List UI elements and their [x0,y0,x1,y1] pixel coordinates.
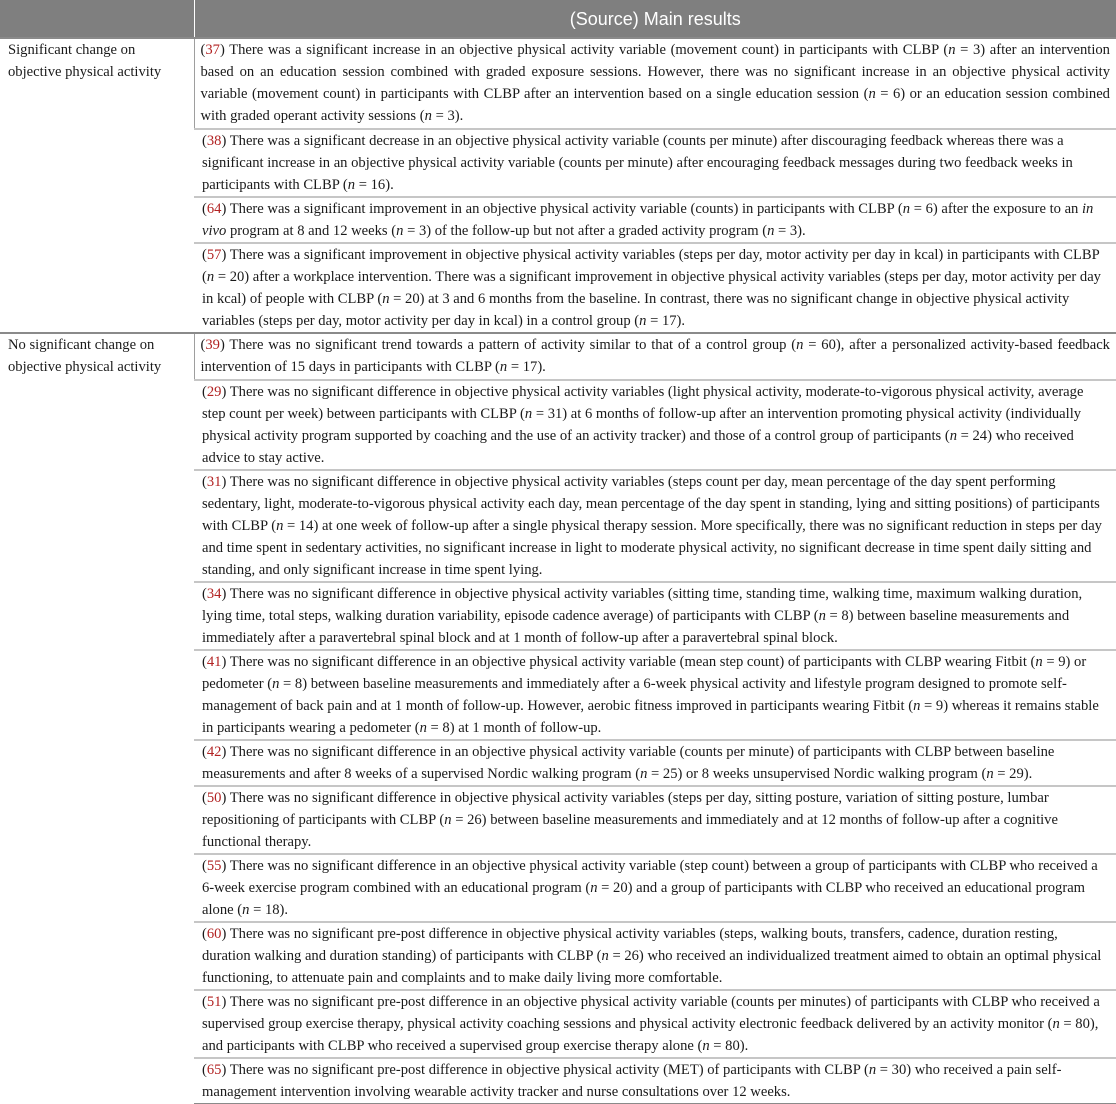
italic-text: n [902,201,911,217]
result-text: = 16). [355,177,394,193]
result-text: There was no significant pre-post difference in an objective physical activity variable (counts per minutes) of participants with CLBP who received a supervised group exercise therapy, physical activity coaching sessions and physical activity electronic feedback delivered by an activity monitor ( [202,994,1100,1032]
result-cell [194,380,1116,470]
category-cell: Significant change on objective physical activity [0,38,194,333]
reference-link[interactable]: 57 [206,247,222,263]
table-row [0,333,1116,380]
reference-open: ( [202,1062,207,1078]
result-cell [194,470,1116,582]
reference-link[interactable]: 29 [206,384,222,400]
result-cell [194,582,1116,650]
reference-link[interactable]: 41 [206,654,222,670]
italic-text: n [948,42,956,58]
result-cell [194,786,1116,854]
reference-open: ( [202,744,207,760]
reference-close: ) [221,247,227,263]
reference-link[interactable]: 50 [206,790,222,806]
result-text: There was no significant difference in objective physical activity variables (light physical activity, moderate-to-vigorous physical activity, average step count per week) between participants with CLBP ( [202,384,1084,422]
reference-close: ) [221,201,227,217]
result-text: There was a significant improvement in objective physical activity variables (steps per day, motor activity per day in kcal) in participants with CLBP ( [202,247,1100,285]
italic-text: n [419,720,427,736]
result-text: = 25) or 8 weeks unsupervised Nordic walking program ( [647,766,987,782]
italic-text: n [868,1062,877,1078]
result-cell [194,922,1116,990]
reference-close: ) [221,790,227,806]
result-text: = 8) between baseline measurements and immediately after a paravertebral spinal block and at 1 month of follow-up after a paravertebral spinal block. [202,608,1070,646]
italic-text: n [524,406,533,422]
italic-text: n [396,223,404,239]
reference-link[interactable]: 65 [206,1062,222,1078]
reference-link[interactable]: 31 [206,474,222,490]
reference-open: ( [202,926,207,942]
result-text: There was a significant increase in an objective physical activity variable (movement count) in participants with CLBP ( [224,42,949,58]
result-cell [194,129,1116,197]
italic-text: n [640,766,648,782]
italic-text: n [949,428,957,444]
italic-text: n [913,698,921,714]
result-text: = 29). [993,766,1033,782]
result-text: There was no significant trend towards a pattern of activity similar to that of a control group ( [224,337,797,353]
result-text: = 60), after a personalized activity-based feedback intervention of 15 days in participants with CLBP ( [200,337,1110,375]
reference-close: ) [221,133,227,149]
result-text: = 24) who received advice to stay active. [202,428,1074,466]
reference-close: ) [221,744,227,760]
italic-text: n [601,948,609,964]
reference-open: ( [202,474,207,490]
table-body [0,38,1116,1104]
result-text: = 3). [431,108,464,124]
reference-link[interactable]: 37 [205,42,220,58]
italic-text: n [242,902,250,918]
italic-text: n [276,518,284,534]
italic-text: n [986,766,994,782]
result-text: = 30) who received a pain self-management intervention involving wearable activity tracker and nurse consultations over 12 weeks. [202,1062,1062,1100]
category-cell: No significant change on objective physical activity [0,333,194,1104]
result-text: There was no significant difference in objective physical activity variables (steps count per day, mean percentage of the day spent performing sedentary, light, moderate-to-vigorous physical activity each day, mean percentage of the day spent in standing, lying and sitting positions) of participants with CLBP ( [202,474,1100,534]
result-text: = 9) whereas it remains stable in participants wearing a pedometer ( [202,698,1099,736]
reference-open: ( [200,42,206,58]
italic-text: n [1052,1016,1060,1032]
result-text: There was a significant improvement in an objective physical activity variable (counts) in participants with CLBP ( [226,201,903,217]
reference-link[interactable]: 55 [206,858,222,874]
result-cell [194,740,1116,786]
result-text: There was no significant difference in an objective physical activity variable (mean step count) of participants with CLBP wearing Fitbit ( [226,654,1036,670]
result-text: There was no significant difference in an objective physical activity variable (counts per minute) of participants with CLBP between baseline measurements and after 8 weeks of a supervised Nordic walking program ( [202,744,1055,782]
result-cell [194,333,1116,380]
italic-text: n [499,359,508,375]
result-text: = 3) of the follow-up but not after a graded activity program ( [403,223,768,239]
result-text: = 17). [646,313,686,329]
reference-close: ) [221,654,227,670]
result-text: There was no significant pre-post difference in objective physical activity (MET) of participants with CLBP ( [226,1062,869,1078]
reference-link[interactable]: 64 [206,201,222,217]
result-cell [194,650,1116,740]
result-text: = 8) at 1 month of follow-up. [426,720,602,736]
result-cell [194,38,1116,129]
header-main-results: (Source) Main results [194,0,1116,38]
reference-link[interactable]: 39 [205,337,220,353]
result-cell [194,1058,1116,1104]
reference-link[interactable]: 42 [206,744,222,760]
result-text: = 6) after the exposure to an [910,201,1082,217]
result-text: = 80), and participants with CLBP who received a supervised group exercise therapy alone ( [202,1016,1099,1054]
italic-text: n [206,269,215,285]
result-text: = 14) at one week of follow-up after a single physical therapy session. More specifically, there was no significant reduction in steps per day and time spent in sedentary activities, no significant increase in light to moderate physical activity, no significant decrease in time spent daily sitting and standing, and only significant increase in time spent lying. [202,518,1102,578]
italic-text: n [272,676,280,692]
reference-close: ) [219,42,225,58]
result-text: = 20) and a group of participants with CLBP who received an educational program alone ( [202,880,1086,918]
reference-open: ( [200,337,206,353]
result-text: There was no significant difference in objective physical activity variables (steps per day, sitting posture, variation of sitting posture, lumbar repositioning of participants with CLBP ( [202,790,1049,828]
reference-open: ( [202,654,207,670]
result-cell [194,197,1116,243]
reference-close: ) [221,858,227,874]
result-text: There was no significant difference in objective physical activity variables (sitting time, standing time, walking time, maximum walking duration, lying time, total steps, walking duration variability, episode cadence average) of participants with CLBP ( [202,586,1083,624]
result-text: = 3) after an intervention based on an education session combined with graded exposure sessions. However, there was no significant increase in an objective physical activity variable (movement count) in participants with CLBP after an intervention based on a single education session ( [200,42,1110,102]
table-row [0,38,1116,129]
italic-text: n [702,1038,710,1054]
result-text: = 26) who received an individualized treatment aimed to obtain an optimal physical functioning, to attenuate pain and complaints and to make daily living more comfortable. [202,948,1102,986]
result-text: = 20) at 3 and 6 months from the baseline. In contrast, there was no significant change in objective physical activity variables (steps per day, motor activity per day in kcal) in a control group ( [202,291,1070,329]
result-text: = 3). [774,223,806,239]
header-row [0,0,1116,38]
reference-link[interactable]: 34 [206,586,222,602]
reference-link[interactable]: 51 [206,994,222,1010]
reference-link[interactable]: 60 [206,926,222,942]
italic-text: n [868,86,876,102]
result-cell [194,990,1116,1058]
italic-text: n [424,108,432,124]
italic-text: n [382,291,390,307]
reference-close: ) [221,1062,227,1078]
result-text: = 31) at 6 months of follow-up after an intervention promoting physical activity (individually physical activity program supported by coaching and the use of an activity tracker) and those of a control group of participants ( [202,406,1082,444]
reference-open: ( [202,384,207,400]
result-text: There was a significant decrease in an objective physical activity variable (counts per minute) after discouraging feedback whereas there was a significant increase in an objective physical activity variable (counts per minute) after encouraging feedback messages during two feedback weeks in participants with CLBP ( [202,133,1073,193]
result-text: There was no significant difference in an objective physical activity variable (step count) between a group of participants with CLBP who received a 6-week exercise program combined with an educational program ( [202,858,1098,896]
italic-text: n [767,223,775,239]
result-text: There was no significant pre-post difference in objective physical activity variables (steps, walking bouts, transfers, cadence, duration resting, duration walking and duration standing) of participants with CLBP ( [202,926,1058,964]
italic-text: n [444,812,452,828]
reference-close: ) [221,994,227,1010]
result-text: = 20) after a workplace intervention. There was a significant improvement in objective physical activity variables (steps per day, motor activity per day in kcal) of people with CLBP ( [202,269,1101,307]
italic-text: n [639,313,647,329]
italic-text: n [1035,654,1043,670]
reference-open: ( [202,994,207,1010]
italic-text: n [347,177,356,193]
reference-open: ( [202,133,207,149]
reference-open: ( [202,858,207,874]
result-text: = 80). [709,1038,749,1054]
reference-close: ) [219,337,225,353]
reference-close: ) [221,926,227,942]
italic-text: n [590,880,598,896]
reference-open: ( [202,201,207,217]
result-text: = 26) between baseline measurements and immediately and at 12 months of follow-up after a cognitive functional therapy. [202,812,1058,850]
reference-close: ) [221,384,227,400]
reference-link[interactable]: 38 [206,133,222,149]
italic-text: in vivo [202,201,1094,239]
reference-open: ( [202,790,207,806]
result-text: = 9) or pedometer ( [202,654,1087,692]
result-text: = 6) or an education session combined with graded operant activity sessions ( [200,86,1110,124]
result-cell [194,243,1116,333]
result-text: = 18). [249,902,289,918]
reference-open: ( [202,247,207,263]
header-category [0,0,194,38]
result-text: = 8) between baseline measurements and immediately after a 6-week physical activity and lifestyle program designed to promote self-management of back pain and at 1 month of follow-up. However, aerobic fitness improved in participants wearing Fitbit ( [202,676,1067,714]
result-text: program at 8 and 12 weeks ( [226,223,397,239]
result-cell [194,854,1116,922]
reference-close: ) [221,586,227,602]
italic-text: n [796,337,804,353]
result-text: = 17). [507,359,546,375]
italic-text: n [818,608,826,624]
reference-open: ( [202,586,207,602]
reference-close: ) [221,474,227,490]
